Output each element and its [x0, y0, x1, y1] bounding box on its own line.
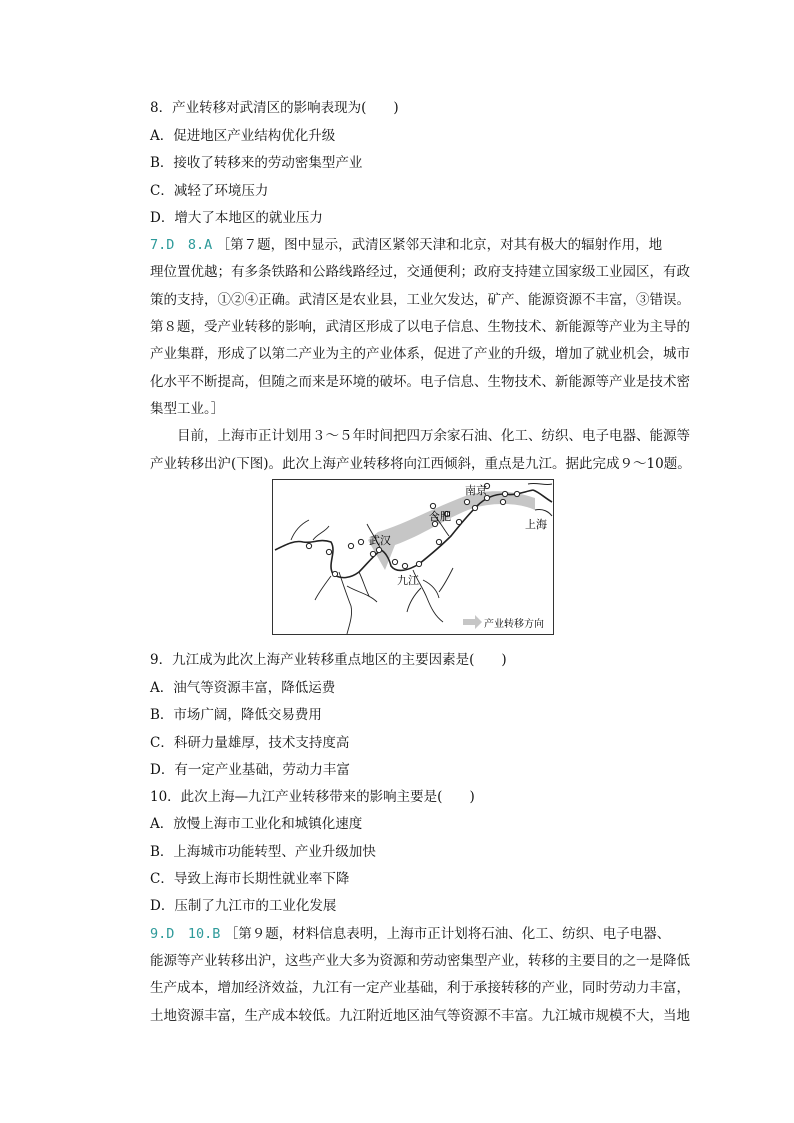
city-label-nanjing: 南京 [465, 484, 487, 497]
explanation-line: 生产成本，增加经济效益，九江有一定产业基础，利于承接转移的产业，同时劳动力丰富， [150, 980, 690, 996]
explanation-line: 能源等产业转移出沪，这些产业大多为资源和劳动密集型产业，转移的主要目的之一是降低 [150, 953, 690, 969]
question-8-option-c: C．减轻了环境压力 [150, 183, 269, 199]
question-10-option-b: B．上海城市功能转型、产业升级加快 [150, 844, 376, 860]
question-10-option-a: A．放慢上海市工业化和城镇化速度 [150, 816, 363, 832]
question-10-option-c: C．导致上海市长期性就业率下降 [150, 871, 350, 887]
legend-label: 产业转移方向 [484, 619, 544, 630]
city-label-shanghai: 上海 [525, 518, 547, 531]
intro-line: 产业转移出沪(下图)。此次上海产业转移将向江西倾斜，重点是九江。据此完成９～10题。 [150, 456, 691, 472]
explanation-line: 产业集群，形成了以第二产业为主的产业体系，促进了产业的升级，增加了就业机会，城市 [150, 346, 690, 362]
explanation-line: 化水平不断提高，但随之而来是环境的破坏。电子信息、生物技术、新能源等产业是技术密 [150, 374, 690, 390]
explanation-line: 理位置优越；有多条铁路和公路线路经过，交通便利；政府支持建立国家级工业园区，有政 [150, 264, 690, 280]
answer-label-9-10: 9.D 10.B [150, 926, 221, 942]
transfer-direction-arrow [368, 491, 535, 570]
question-8-option-a: A．促进地区产业结构优化升级 [150, 128, 336, 144]
legend-arrow-icon [463, 615, 482, 629]
explanation-7-8-first-line [150, 233, 662, 253]
question-10-option-d: D．压制了九江市的工业化发展 [150, 898, 337, 914]
city-label-hefei: 合肥 [429, 510, 451, 523]
explanation-text: ［第７题，图中显示，武清区紧邻天津和北京，对其有极大的辐射作用，地 [216, 237, 663, 253]
question-9-stem: 9．九江成为此次上海产业转移重点地区的主要因素是( ) [150, 652, 507, 668]
explanation-line: 土地资源丰富，生产成本较低。九江附近地区油气等资源不丰富。九江城市规模不大，当地 [150, 1008, 690, 1024]
question-10-stem: 10．此次上海—九江产业转移带来的影响主要是( ) [150, 789, 475, 805]
explanation-text: ［第９题，材料信息表明，上海市正计划将石油、化工、纺织、电子电器、 [224, 926, 671, 942]
explanation-9-10-first-line [150, 922, 670, 942]
explanation-line: 策的支持，①②④正确。武清区是农业县，工业欠发达，矿产、能源资源不丰富，③错误。 [150, 292, 690, 308]
question-9-option-b: B．市场广阔，降低交易费用 [150, 707, 322, 723]
question-8-option-b: B．接收了转移来的劳动密集型产业 [150, 155, 363, 171]
answer-label-7-8: 7.D 8.A [150, 237, 213, 253]
question-8-option-d: D．增大了本地区的就业压力 [150, 210, 323, 226]
question-9-option-a: A．油气等资源丰富，降低运费 [150, 680, 336, 696]
explanation-line: 集型工业。］ [150, 401, 225, 417]
city-label-jiujiang: 九江 [397, 574, 419, 587]
question-9-option-d: D．有一定产业基础，劳动力丰富 [150, 762, 350, 778]
industry-transfer-map [272, 479, 554, 635]
intro-line: 目前，上海市正计划用３～５年时间把四万余家石油、化工、纺织、电子电器、能源等 [177, 428, 690, 444]
explanation-line: 第８题，受产业转移的影响，武清区形成了以电子信息、生物技术、新能源等产业为主导的 [150, 319, 690, 335]
question-8-stem: 8．产业转移对武清区的影响表现为( ) [150, 100, 399, 116]
question-9-option-c: C．科研力量雄厚，技术支持度高 [150, 735, 350, 751]
city-label-wuhan: 武汉 [369, 534, 391, 547]
